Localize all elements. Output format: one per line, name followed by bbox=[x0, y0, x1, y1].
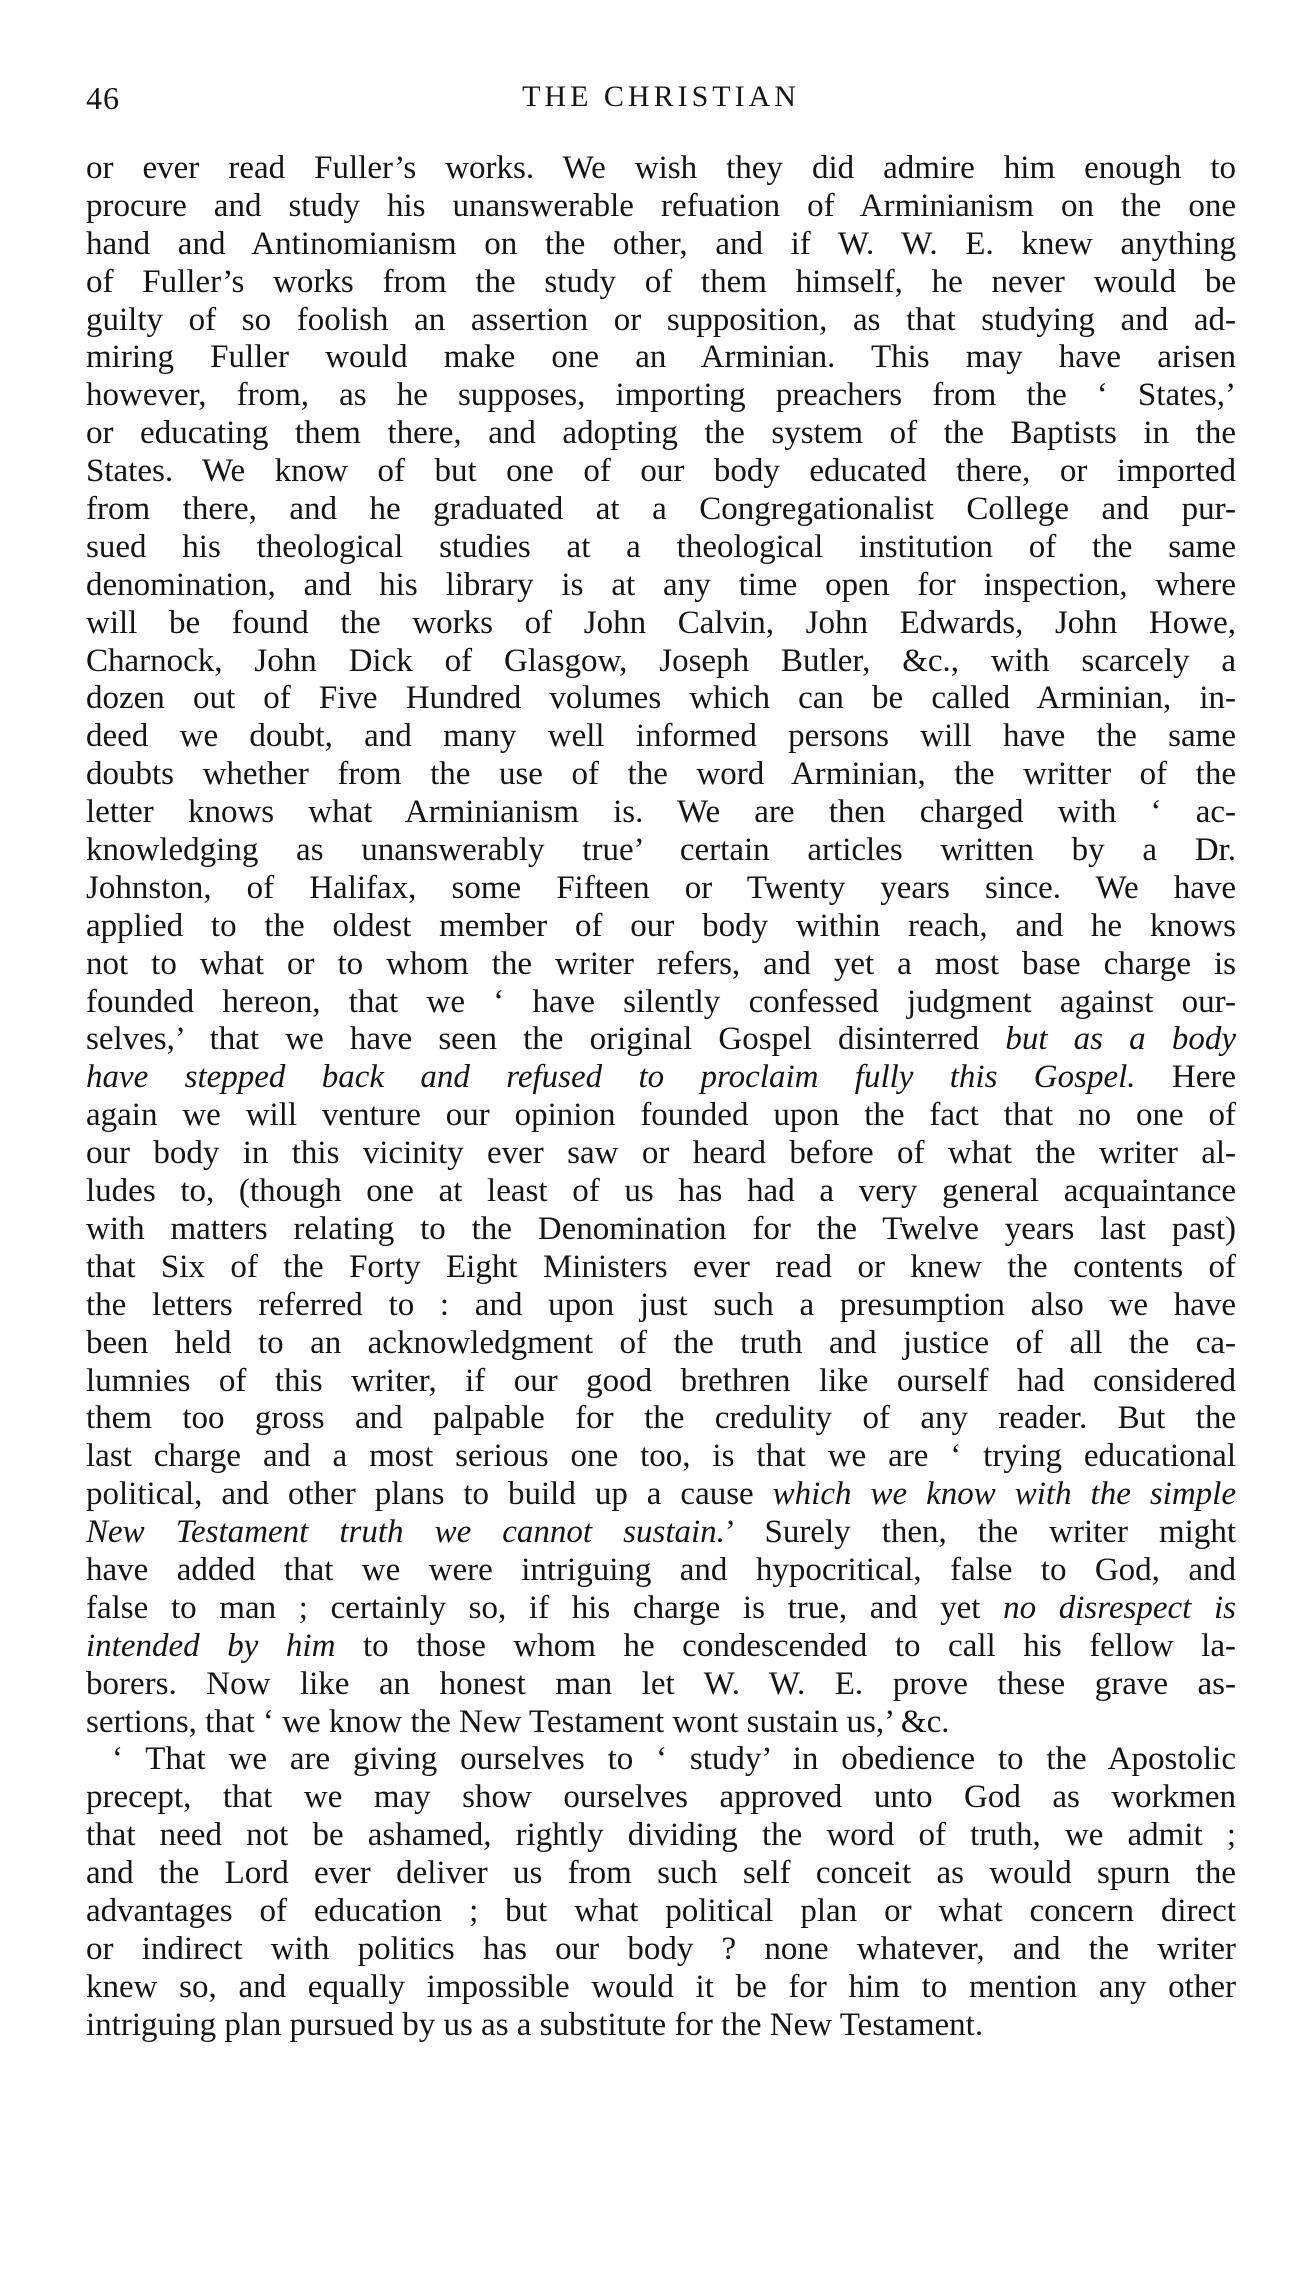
page-number: 46 bbox=[86, 80, 120, 116]
text-line bbox=[86, 1817, 1236, 1855]
text-line bbox=[86, 1400, 1236, 1438]
text-line bbox=[86, 1249, 1236, 1287]
text-run: have added that we were intriguing and hypocritical, false to God, and bbox=[86, 1551, 1236, 1588]
text-line bbox=[86, 1969, 1236, 2007]
italic-text-run: no disrespect is bbox=[1003, 1589, 1236, 1626]
italic-text-run: but as a body bbox=[1005, 1021, 1236, 1058]
text-run: from there, and he graduated at a Congregationalist College and pur- bbox=[86, 491, 1236, 528]
text-line bbox=[86, 1704, 1236, 1742]
text-run: denomination, and his library is at any time open for inspection, where bbox=[86, 566, 1236, 603]
text-line bbox=[86, 1476, 1236, 1514]
text-line bbox=[86, 984, 1236, 1022]
text-line bbox=[86, 1590, 1236, 1628]
italic-text-run: have stepped back and refused to proclaim fully this Gospel. bbox=[86, 1059, 1136, 1096]
text-run: will be found the works of John Calvin, John Edwards, John Howe, bbox=[86, 604, 1236, 641]
italic-text-run: New Testament truth we cannot sustain. bbox=[86, 1514, 725, 1551]
text-run: procure and study his unanswerable refuation of Arminianism on the one bbox=[86, 187, 1236, 224]
text-run: ’ Surely then, the writer might bbox=[724, 1514, 1236, 1551]
text-run: lumnies of this writer, if our good brethren like ourself had considered bbox=[86, 1362, 1236, 1399]
text-run: the letters referred to : and upon just such a presumption also we have bbox=[86, 1286, 1236, 1323]
text-line bbox=[86, 1741, 1236, 1779]
text-run: or indirect with politics has our body ? none whatever, and the writer bbox=[86, 1930, 1236, 1967]
running-title: THE CHRISTIAN bbox=[522, 80, 800, 113]
text-run: doubts whether from the use of the word Arminian, the writter of the bbox=[86, 756, 1236, 793]
text-run: advantages of education ; but what political plan or what concern direct bbox=[86, 1892, 1236, 1929]
text-run: been held to an acknowledgment of the truth and justice of all the ca- bbox=[86, 1324, 1236, 1361]
text-line bbox=[86, 1514, 1236, 1552]
text-line bbox=[86, 377, 1236, 415]
text-run: letter knows what Arminianism is. We are then charged with ‘ ac- bbox=[86, 794, 1236, 831]
text-line bbox=[86, 529, 1236, 567]
text-line bbox=[86, 1438, 1236, 1476]
text-line bbox=[86, 605, 1236, 643]
text-run: applied to the oldest member of our body within reach, and he knows bbox=[86, 907, 1236, 944]
text-run: intriguing plan pursued by us as a substitute for the New Testament. bbox=[86, 2006, 984, 2043]
text-line bbox=[86, 264, 1236, 302]
text-line bbox=[86, 832, 1236, 870]
text-line bbox=[86, 491, 1236, 529]
text-line bbox=[86, 870, 1236, 908]
text-run: Here bbox=[1135, 1059, 1236, 1096]
text-line bbox=[86, 1893, 1236, 1931]
text-line bbox=[86, 1173, 1236, 1211]
text-run: not to what or to whom the writer refers, and yet a most base charge is bbox=[86, 945, 1236, 982]
text-run: precept, that we may show ourselves approved unto God as workmen bbox=[86, 1779, 1236, 1816]
text-line bbox=[86, 1931, 1236, 1969]
text-run: Johnston, of Halifax, some Fifteen or Twenty years since. We have bbox=[86, 869, 1236, 906]
text-run: political, and other plans to build up a cause bbox=[86, 1476, 773, 1513]
text-line bbox=[86, 1325, 1236, 1363]
text-run: our body in this vicinity ever saw or heard before of what the writer al- bbox=[86, 1135, 1236, 1172]
text-run: false to man ; certainly so, if his charge is true, and yet bbox=[86, 1589, 1004, 1626]
text-line bbox=[86, 1855, 1236, 1893]
text-run: guilty of so foolish an assertion or supposition, as that studying and ad- bbox=[86, 301, 1236, 338]
text-line bbox=[86, 718, 1236, 756]
text-line bbox=[86, 756, 1236, 794]
body-text bbox=[86, 150, 1236, 2045]
text-line bbox=[86, 1287, 1236, 1325]
text-run: miring Fuller would make one an Arminian. This may have arisen bbox=[86, 339, 1236, 376]
text-line bbox=[86, 1059, 1236, 1097]
text-line bbox=[86, 226, 1236, 264]
text-run: founded hereon, that we ‘ have silently confessed judgment against our- bbox=[86, 983, 1236, 1020]
text-line bbox=[86, 643, 1236, 681]
text-line bbox=[86, 2007, 1236, 2045]
text-run: again we will venture our opinion founded upon the fact that no one of bbox=[86, 1097, 1236, 1134]
text-run: ‘ That we are giving ourselves to ‘ study’ in obedience to the Apostolic bbox=[112, 1741, 1236, 1778]
text-line bbox=[86, 794, 1236, 832]
text-run: sertions, that ‘ we know the New Testament wont sustain us,’ &c. bbox=[86, 1703, 950, 1740]
text-line bbox=[86, 188, 1236, 226]
text-line bbox=[86, 680, 1236, 718]
text-run: or ever read Fuller’s works. We wish they did admire him enough to bbox=[86, 150, 1236, 186]
text-run: or educating them there, and adopting the system of the Baptists in the bbox=[86, 415, 1236, 452]
italic-text-run: which we know with the simple bbox=[772, 1476, 1236, 1513]
text-line bbox=[86, 1666, 1236, 1704]
text-run: selves,’ that we have seen the original Gospel disinterred bbox=[86, 1021, 1006, 1058]
text-run: them too gross and palpable for the credulity of any reader. But the bbox=[86, 1400, 1236, 1437]
text-line bbox=[86, 453, 1236, 491]
text-line bbox=[86, 415, 1236, 453]
text-run: however, from, as he supposes, importing preachers from the ‘ States,’ bbox=[86, 377, 1236, 414]
text-line bbox=[86, 1097, 1236, 1135]
text-run: deed we doubt, and many well informed persons will have the same bbox=[86, 718, 1236, 755]
text-run: ludes to, (though one at least of us has had a very general acquaintance bbox=[86, 1173, 1236, 1210]
italic-text-run: intended by him bbox=[86, 1627, 336, 1664]
text-line bbox=[86, 567, 1236, 605]
text-line bbox=[86, 1628, 1236, 1666]
text-run: States. We know of but one of our body educated there, or imported bbox=[86, 453, 1236, 490]
text-line bbox=[86, 908, 1236, 946]
text-run: sued his theological studies at a theological institution of the same bbox=[86, 528, 1236, 565]
text-line bbox=[86, 1135, 1236, 1173]
text-run: borers. Now like an honest man let W. W. E. prove these grave as- bbox=[86, 1665, 1236, 1702]
text-run: and the Lord ever deliver us from such self conceit as would spurn the bbox=[86, 1855, 1236, 1892]
text-line bbox=[86, 302, 1236, 340]
text-line bbox=[86, 1363, 1236, 1401]
text-run: knew so, and equally impossible would it be for him to mention any other bbox=[86, 1968, 1236, 2005]
text-line bbox=[86, 1211, 1236, 1249]
text-run: Charnock, John Dick of Glasgow, Joseph Butler, &c., with scarcely a bbox=[86, 642, 1236, 679]
text-run: hand and Antinomianism on the other, and if W. W. E. knew anything bbox=[86, 225, 1236, 262]
text-line bbox=[86, 946, 1236, 984]
text-line bbox=[86, 339, 1236, 377]
text-run: knowledging as unanswerably true’ certain articles written by a Dr. bbox=[86, 832, 1236, 869]
text-run: that need not be ashamed, rightly dividing the word of truth, we admit ; bbox=[86, 1817, 1236, 1854]
text-line bbox=[86, 1552, 1236, 1590]
text-run: that Six of the Forty Eight Ministers ever read or knew the contents of bbox=[86, 1248, 1236, 1285]
text-run: dozen out of Five Hundred volumes which can be called Arminian, in- bbox=[86, 680, 1236, 717]
text-run: to those whom he condescended to call his fellow la- bbox=[335, 1627, 1236, 1664]
text-run: with matters relating to the Denomination for the Twelve years last past) bbox=[86, 1210, 1236, 1247]
running-header bbox=[86, 80, 1236, 124]
text-line bbox=[86, 150, 1236, 188]
text-run: of Fuller’s works from the study of them himself, he never would be bbox=[86, 263, 1236, 300]
text-line bbox=[86, 1021, 1236, 1059]
text-line bbox=[86, 1779, 1236, 1817]
text-run: last charge and a most serious one too, is that we are ‘ trying educational bbox=[86, 1438, 1236, 1475]
